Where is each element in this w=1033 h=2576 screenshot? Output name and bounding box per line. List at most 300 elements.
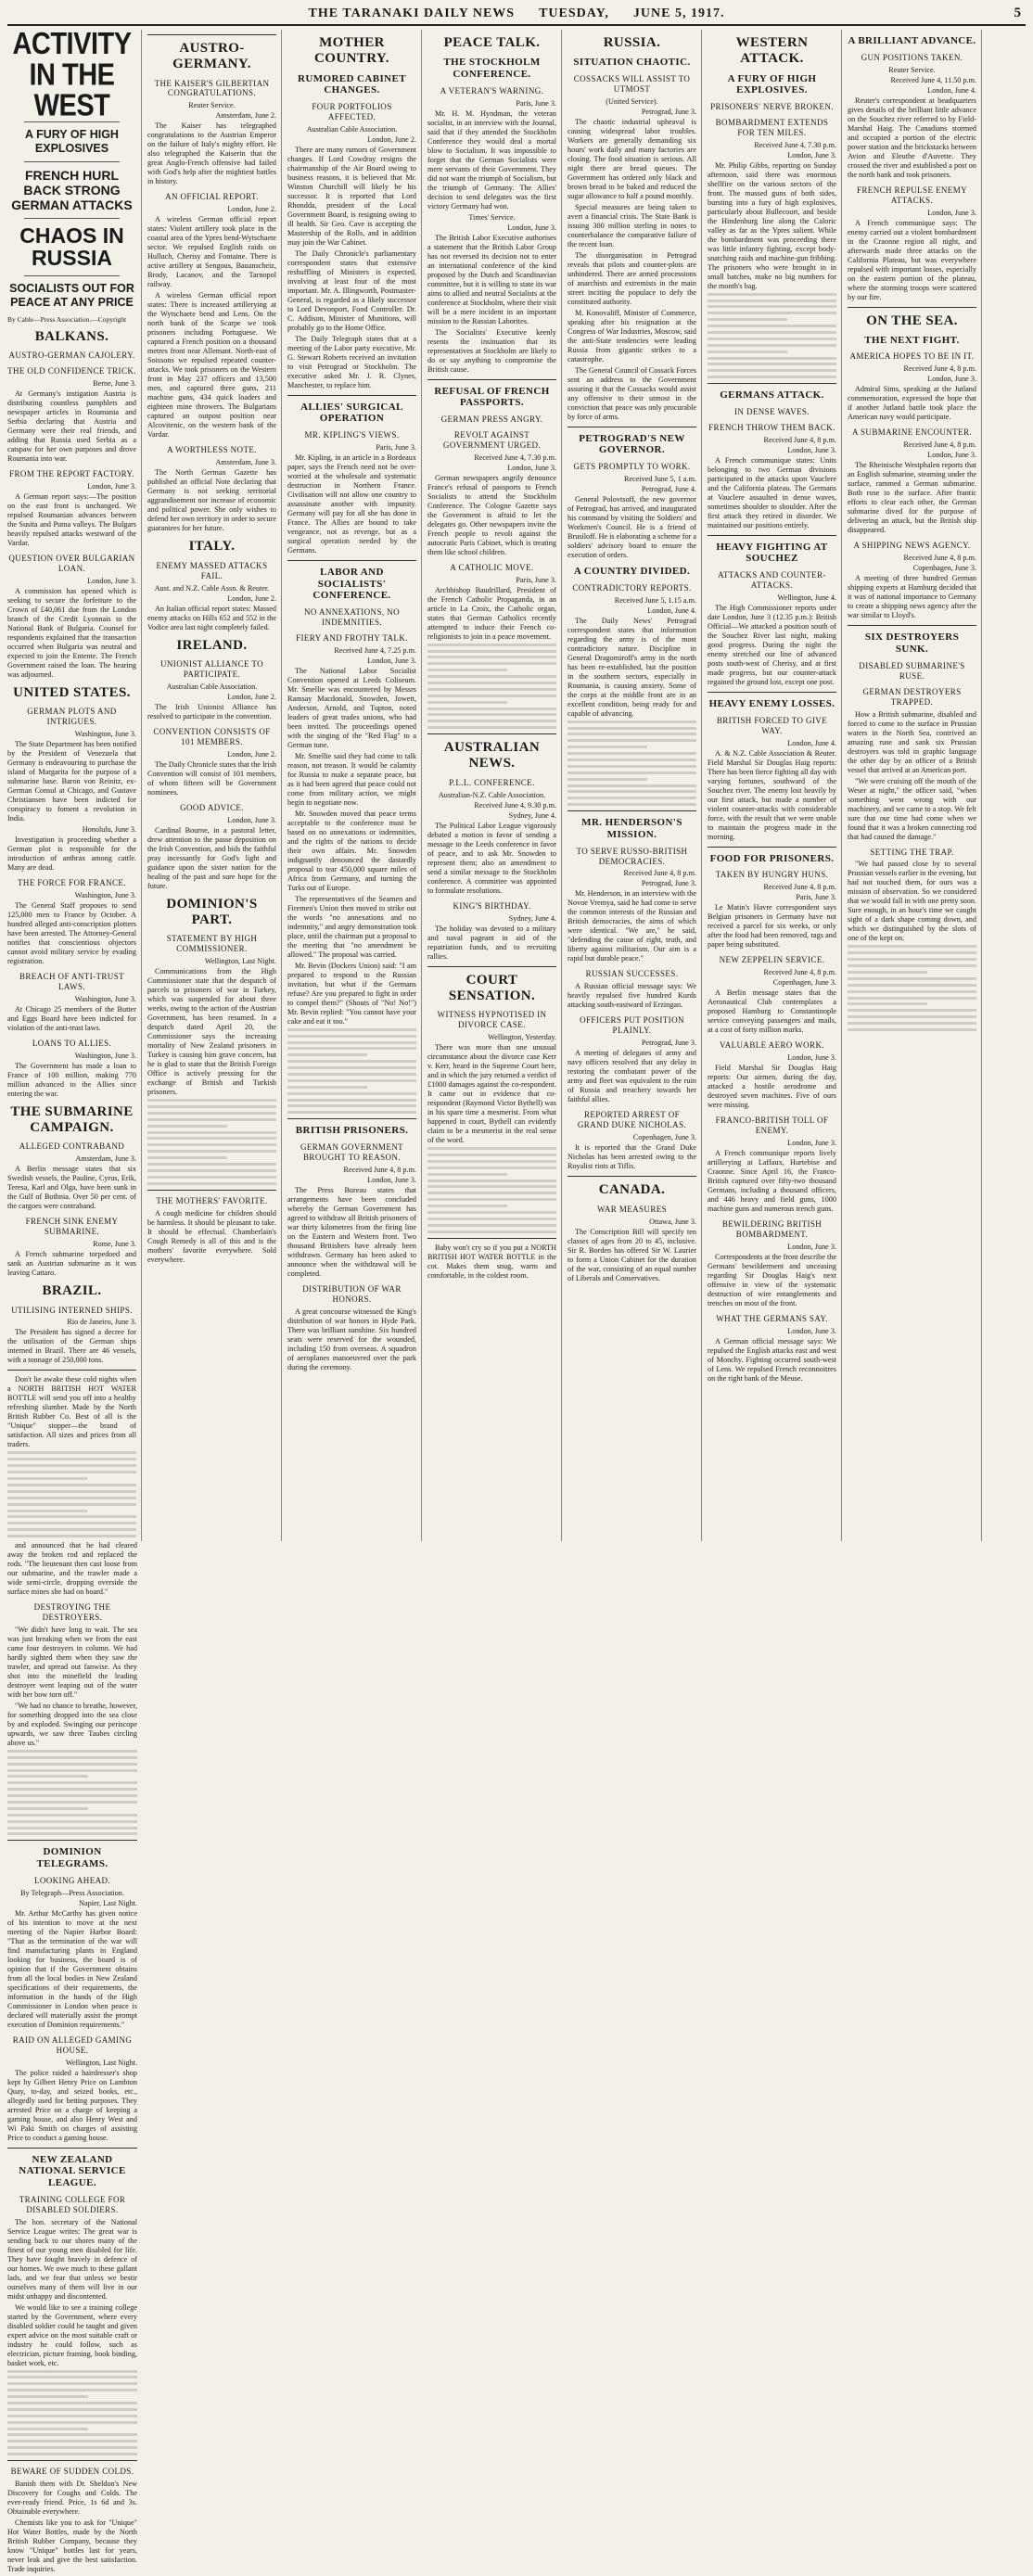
- text-line: [287, 1028, 416, 1031]
- dateline: London, June 4.: [787, 738, 836, 747]
- text-line: [147, 1099, 276, 1102]
- dateline: Petrograd, June 3.: [641, 879, 696, 888]
- dateline: Petrograd, June 3.: [641, 1039, 696, 1048]
- article-text: A Russian official message says: We heavily repulsed five hundred Kurds attacking south-eastward of Erzingan.: [568, 982, 696, 1010]
- subheading: ALLIES' SURGICAL OPERATION: [300, 401, 403, 425]
- dateline: London, June 3.: [367, 1175, 416, 1184]
- dateline: London, June 3.: [367, 656, 416, 665]
- article-text: Admiral Sims, speaking at the Jutland commemoration, expressed the hope that if another Jutland battle took place the American navy would participate.: [848, 385, 976, 422]
- dateline: London, June 3.: [927, 208, 976, 217]
- section-heading: A BRILLIANT ADVANCE.: [848, 35, 976, 46]
- text-line: [7, 1535, 136, 1537]
- text-line: [7, 1490, 136, 1493]
- text-line: [147, 1137, 276, 1140]
- article-text: "We were cruising off the mouth of the Weser at night," the officer said, "when something went wrong with our machinery, and we came to a stop. We felt sure that our time had come when we found that it was a broken connecting rod that had caused the damage.": [848, 776, 976, 841]
- text-line: [427, 713, 556, 716]
- masthead: [7, 4, 1026, 26]
- text-line: [568, 778, 647, 781]
- dateline: Paris, June 3.: [376, 442, 416, 452]
- text-filler: [7, 1750, 137, 1836]
- text-line: [568, 752, 696, 755]
- article-text: The chaotic industrial upheaval is causing widespread labor troubles. Workers are generally demanding six hours' work daily and many factories are closing. The food situation is serious. All night there are bread queues. The Government has ordered only black and brown bread to be baked and reduced the sugar allowance to half a pound monthly.: [568, 117, 696, 200]
- text-line: [427, 662, 556, 665]
- section-heading: CANADA.: [598, 1182, 666, 1198]
- advertisement: Don't lie awake these cold nights when a NORTH BRITISH HOT WATER BOTTLE will send you off into a healthy refreshing slumber. Made by the North British Rubber Co. Best of all is the "Unique" stopper—the brand of satisfaction. All sizes and prices from all traders.: [7, 1375, 136, 1449]
- subheading: IN DENSE WAVES.: [734, 406, 810, 416]
- text-line: [848, 984, 976, 987]
- dateline: Received June 4, 7.25 p.m.: [334, 645, 416, 655]
- dateline: Wellington, Last Night.: [65, 2058, 137, 2067]
- subheading: COSSACKS WILL ASSIST TO UTMOST: [573, 73, 691, 94]
- article-text: Mr. Arthur McCarthy has given notice of his intention to move at the next meeting of the Napier Harbor Board: "That as the termination of the war will find manufacturing plants in England looking for business, the board is of opinion that if the Government obtains from all the local bodies in New Zealand specifications of their requirements, the information in the hands of the High Commissioner in London when peace is declared will materially assist the prompt execution of Dominion requirements.": [7, 1908, 137, 2029]
- article-text: M. Konovaliff, Minister of Commerce, speaking after his resignation at the Congress of War Industries, Moscow, said the anti-State tendencies were leading Russia from gigantic strikes to a catastrophe.: [568, 308, 696, 363]
- lead-subhead-1: A FURY OF HIGH EXPLOSIVES: [25, 128, 119, 155]
- subheading: WAR MEASURES: [596, 1204, 668, 1214]
- subheading: UTILISING INTERNED SHIPS.: [11, 1305, 133, 1315]
- dateline: Received June 4, 8 p.m.: [903, 554, 976, 563]
- dateline: Copenhagen, June 3.: [912, 564, 976, 573]
- dateline: Received June 4, 9.30 p.m.: [474, 800, 556, 810]
- dateline: Washington, June 3.: [74, 1051, 136, 1060]
- dateline: Received June 4, 8 p.m.: [903, 364, 976, 374]
- column-5: [568, 30, 702, 1541]
- article-text: The Daily News' Petrograd correspondent states that information regarding the army is of the most contradictory nature. Discipline in General Dragomiroff's army in the north has been re-established, but the position in the southern sectors, especially in Roumania, is causing anxiety. Some of the corps at the middle front are in an excellent condition, being ready for and capable of advancing.: [568, 616, 696, 718]
- text-line: [7, 2415, 137, 2417]
- subheading: THE NEXT FIGHT.: [864, 334, 960, 346]
- text-line: [427, 1180, 556, 1182]
- article-text: Mr. Bevin (Dockers Union) said: "I am prepared to respond to the Russian invitation, but what if the Germans refuse? Are you prepared to fight in order to compel them?" (Shouts of "No! No!") Mr. Bevin replied: "You cannot have your cake and eat it too.": [287, 961, 416, 1026]
- subheading: HEAVY ENEMY LOSSES.: [708, 698, 835, 710]
- dateline: Washington, June 3.: [74, 994, 136, 1003]
- subheading: BOMBARDMENT EXTENDS FOR TEN MILES.: [715, 117, 829, 137]
- article-text: German newspapers angrily denounce France's refusal of passports to French Socialists to attend the Stockholm Conference. The Cologne Gazette says the Government is afraid to let the delegates go. Other newspapers invite the French people to revolt against the autocratic Paris Cabinet, which is treating them like school children.: [427, 473, 556, 556]
- text-line: [848, 971, 927, 974]
- text-line: [147, 1163, 276, 1166]
- lead-subhead-4: SOCIALISTS OUT FOR PEACE AT ANY PRICE: [9, 281, 134, 309]
- dateline: Received June 4, 8 p.m.: [763, 968, 836, 977]
- masthead-date: JUNE 5, 1917.: [632, 6, 725, 20]
- text-line: [427, 675, 556, 678]
- column-3: [287, 30, 422, 1541]
- article-text: The Rheinische Westphalen reports that an English submarine, steaming under the surface, rammed a German submarine. Both rose to the surface. After frantic efforts to clear each other, the German submarine dived for the purpose of delivering an attack, but the British ship disappeared.: [848, 461, 976, 535]
- text-line: [287, 1073, 416, 1076]
- text-line: [287, 1041, 416, 1044]
- subheading: FRANCO-BRITISH TOLL OF ENEMY.: [715, 1116, 829, 1136]
- text-line: [708, 312, 836, 314]
- article-text: The Daily Chronicle states that the Irish Convention will consist of 101 members, of whom fifteen will be Government nominees.: [147, 759, 276, 797]
- subheading: RAID ON ALLEGED GAMING HOUSE.: [12, 2034, 133, 2055]
- article-text: The State Department has been notified by the President of Venezuela that Germany is endeavouring to purchase the island of Margarita for the purpose of a submarine base. Baron von Reinitz, ex-German Consul at Chicago, and Gustave Christiansen have been indicted for conspiracy to foment a revolution in India.: [7, 739, 136, 823]
- credit-line: Australian Cable Association.: [306, 124, 398, 134]
- text-line: [427, 1173, 507, 1176]
- article-text: How a British submarine, disabled and forced to come to the surface in Prussian waters in the North Sea, contrived an amazing ruse and sank six Prussian destroyers was told in graphic language the other day by an officer of a British vessel that arrived at an American port.: [848, 709, 976, 774]
- article-text: The British Labor Executive authorises a statement that the British Labor Group has not reversed its decision not to enter an international conference of the kind proposed by the Dutch and Scandinavian committee, but it is willing to state its war aims to allied and neutral Socialists at the conference at Stockholm, where their visit will be a mere incident in an important mission to the Russian Laborites.: [427, 233, 556, 325]
- text-line: [568, 803, 696, 806]
- text-line: [7, 1510, 87, 1512]
- text-line: [708, 344, 836, 347]
- section-heading: DOMINION TELEGRAMS.: [36, 1846, 108, 1870]
- subheading: NO ANNEXATIONS, NO INDEMNITIES.: [304, 606, 400, 627]
- dateline: London, June 2.: [367, 134, 416, 144]
- article-text: Mr. Kipling, in an article in a Bordeaux paper, says the French need not be over-worried at the wholesale and systematic destruction in Northern France. Civilisation will not allow one country to assassinate another with impunity. Germany will pay for all she has done in France. The Allies are bound to take vengeance, not as revenge, but as a surgical operation needed by the Germans.: [287, 453, 416, 555]
- article-text: There was more than one unusual circumstance about the divorce case Kerr v. Kerr, heard in the Supreme Court here, and in which the jury returned a verdict of £1000 damages against the co-respondent. It came out in evidence that co-respondent (Raymond Victor Bythell) was in his spare time a mesmerist. From what happened in court, Bythell can evidently claim to be a mesmerist in the real sense of the word.: [427, 1043, 556, 1145]
- dateline: Rome, June 3.: [93, 1240, 136, 1249]
- subheading: THE FORCE FOR FRANCE.: [18, 877, 126, 887]
- dateline: London, June 4.: [927, 85, 976, 95]
- column-4: [427, 30, 562, 1541]
- text-line: [147, 1143, 276, 1146]
- text-line: [848, 1022, 976, 1025]
- dateline: Received June 4, 8 p.m.: [903, 440, 976, 450]
- dateline: Received June 4, 8 p.m.: [343, 1165, 416, 1174]
- dateline: Washington, June 3.: [74, 890, 136, 899]
- text-line: [287, 1053, 367, 1056]
- article-text: Mr. Snowden moved that peace terms acceptable to the conference must be based on no annexations or indemnities, and the rights of the nations to decide their own affairs. Mr. Snowden indignantly denounced the dastardly proposal to tear 450,000 square miles of Africa from Germany, and turning the Turks out of Europe.: [287, 809, 416, 892]
- dateline: London, June 2.: [227, 692, 276, 701]
- dateline: Wellington, June 4.: [777, 593, 836, 603]
- advertisement: Baby won't cry so if you put a NORTH BRITISH HOT WATER BOTTLE in the cot. Makes them snug, warm and comfortable, in the coldest room.: [427, 1243, 556, 1280]
- article-text: A wireless German official report states: Violent artillery took place in the coastal area of the Ypres bend-Wytschaete sector. We repulsed English raids on Hulluch, Cherisy and Fontaine. There is active artillery at Sengous, Bauanscheiz, Brody, Lacanov, and the Tarnopol railway.: [147, 215, 276, 289]
- text-line: [287, 1092, 416, 1095]
- article-text: A German report says:—The position on the east front is unchanged. We repulsed Roumanian advances between the Susita and Putna valleys. The Bulgars heavily repulsed attacks westward of the Vardar.: [7, 491, 136, 547]
- article-text: A Berlin message states that six Swedish vessels, the Pauline, Cyrus, Erik, Teresa, Karl and Olga, have been sunk in the Gulf of Bothnia. Over 50 per cent. of the cargoes were contraband.: [7, 1165, 136, 1211]
- subheading: FOUR PORTFOLIOS AFFECTED.: [312, 101, 392, 121]
- subheading: CONVENTION CONSISTS OF 101 MEMBERS.: [153, 726, 271, 746]
- dateline: Paris, June 3.: [516, 575, 556, 584]
- section-heading: ITALY.: [188, 539, 236, 555]
- text-line: [848, 951, 976, 954]
- article-text: A French submarine torpedoed and sank an Austrian submarine as it was leaving Cattaro.: [7, 1250, 136, 1278]
- text-line: [708, 300, 836, 302]
- article-text: Mr. Philip Gibbs, reporting on Sunday afternoon, said there was enormous shellfire on the various sectors of the front. The massed guns of both sides, bursting into a fury of high explosives, particularly about Bullecourt, and beside the Hindenburg line along the Caloric valley as far as the Ypres salient. While the bombardment was proceeding there was little infantry fighting, except body-snatching raids and machine-gun fribbing. The prisoners who were brought in in small batches, make no big numbers for the month's bag.: [708, 160, 836, 290]
- dateline: Wellington, Last Night.: [204, 957, 276, 966]
- subheading: A VETERAN'S WARNING.: [440, 85, 544, 96]
- credit-line: Times' Service.: [468, 212, 516, 222]
- dateline: Washington, June 3.: [74, 729, 136, 738]
- subheading: GERMAN GOVERNMENT BROUGHT TO REASON.: [300, 1142, 404, 1162]
- article-text: The hon. secretary of the National Service League writes: The great war is sending back to our shores many of the finest of our young men disabled for life. They have fought bravely in defence of our homes. We owe much to these gallant lads, and we fear that unless we bestir ourselves many of them will live in our midst unhappy and discontented.: [7, 2217, 137, 2301]
- article-text: The holiday was devoted to a military and naval pageant in aid of the repatriation funds, and to recruiting rallies.: [427, 924, 556, 961]
- subheading: THE MOTHERS' FAVORITE.: [156, 1195, 268, 1205]
- text-filler: [7, 2370, 137, 2456]
- credit-line: Reuter Service.: [888, 65, 936, 74]
- text-line: [7, 2421, 137, 2424]
- subheading: DISTRIBUTION OF WAR HONORS.: [302, 1283, 402, 1304]
- text-line: [848, 1015, 976, 1018]
- dateline: Paris, June 3.: [796, 893, 836, 902]
- text-line: [7, 1503, 136, 1506]
- text-line: [7, 1464, 136, 1467]
- column-6: [708, 30, 842, 1541]
- page-number: 5: [1014, 6, 1022, 20]
- article-text: A French communique states: Units belonging to two German divisions participated in the attacks upon Vauclere and the California plateau. The Germans at Vauclere assaulted in dense waves, sometimes shoulder to shoulder. After the first attack they retired in disorder. We maintained our positions entirely.: [708, 455, 836, 529]
- subheading: FIERY AND FROTHY TALK.: [296, 632, 408, 643]
- article-text: Investigation is proceeding whether a German plot is responsible for the introduction of anthrax among cattle. Many are dead.: [7, 835, 136, 872]
- dateline: Received June 4, 8 p.m.: [623, 869, 696, 878]
- text-line: [427, 695, 556, 697]
- section-heading: AUSTRALIAN NEWS.: [443, 740, 541, 772]
- text-line: [427, 1205, 507, 1207]
- dateline: Berne, June 3.: [93, 378, 136, 388]
- cable-credit: By Cable—Press Association.—Copyright: [7, 314, 127, 324]
- text-line: [427, 1147, 556, 1150]
- article-text: "We had no chance to breathe, however, for something dropped into the sea close by and exploded. Swinging our periscope upwards, we saw three Taubes circling above us.": [7, 1701, 137, 1747]
- text-line: [147, 1118, 276, 1121]
- text-line: [427, 1224, 556, 1227]
- article-text: The Daily Telegraph states that at a meeting of the Labor party executive, Mr. G. Stewart Roberts received an invitation to visit Petrograd or Stockholm. The executive asked Mr. J. R. Clynes, Manchester, to replace him.: [287, 334, 416, 389]
- text-line: [848, 990, 976, 993]
- subheading: THE STOCKHOLM CONFERENCE.: [443, 57, 541, 80]
- text-line: [848, 997, 976, 1000]
- subheading: AUSTRO-GERMAN CAJOLERY.: [8, 350, 135, 360]
- article-text: Mr. Henderson, in an interview with the Novoe Vremya, said he had come to serve the common interests of the Russian and British democracies, the aims of which were identical. "We are," he said, "defending the cause of right, truth, and liberty against militarism. Our aim is a rapid but durable peace.": [568, 889, 696, 963]
- text-line: [7, 2376, 137, 2378]
- text-line: [7, 1750, 137, 1753]
- dateline: London, June 3.: [787, 1327, 836, 1336]
- article-text: A great concourse witnessed the King's distribution of war honors in Hyde Park. There was brilliant sunshine. Six hundred seats were reserved for the wounded, including 150 from overseas. A squadron of aeroplanes manoeuvred over the park during the ceremony.: [287, 1307, 416, 1371]
- article-text: The Daily Chronicle's parliamentary correspondent states that extensive reshuffling of Ministers is expected, involving at least four of the most important. Mr. A. Illingworth, Postmaster-General, is regarded as a likely successor to Lord Devonport, Food Controller. Dr. C. Addison, Minister of Munitions, will probably go to the Home Office.: [287, 249, 416, 332]
- article-text: The General Council of Cossack Forces sent an address to the Government assuring it that the Cossacks would assist any offensive to their utmost in the conviction that peace was only procurable by force of arms.: [568, 365, 696, 421]
- text-line: [427, 682, 556, 684]
- column-1: [7, 27, 142, 1541]
- column-2: [147, 30, 282, 1541]
- article-text: A meeting of delegates of army and navy officers resolved that any delay in restoring the combatant power of the army and fleet was equivalent to the ruin of Russia and treachery towards her faithful allies.: [568, 1049, 696, 1104]
- text-line: [7, 1484, 136, 1486]
- text-line: [427, 720, 556, 722]
- subheading: REVOLT AGAINST GOVERNMENT URGED.: [442, 429, 542, 450]
- article-text: A. & N.Z. Cable Association & Reuter. Field Marshal Sir Douglas Haig reports: There has been fierce fighting all day with varying fortunes, southward of the Souchez river. The enemy lost heavily by our first attack, but made a number of violent counter-attacks with considerable force, with the result that we were unable to maintain the progress made in the morning.: [708, 748, 836, 841]
- subheading: WHAT THE GERMANS SAY.: [716, 1314, 828, 1324]
- article-text: A German official message says: We repulsed the English attacks east and west of Monchy. Fighting occurred south-west of Lens. We repulsed French reconnoitres on the right bank of the Meuse.: [708, 1337, 836, 1384]
- subheading: REFUSAL OF FRENCH PASSPORTS.: [434, 385, 550, 409]
- text-line: [7, 2440, 137, 2442]
- subheading: A CATHOLIC MOVE.: [450, 562, 534, 572]
- section-heading: ON THE SEA.: [866, 312, 958, 328]
- subheading: CONTRADICTORY REPORTS.: [572, 582, 692, 593]
- text-line: [7, 1515, 136, 1518]
- text-line: [7, 1775, 88, 1778]
- text-line: [848, 977, 976, 980]
- dateline: London, June 3.: [787, 1053, 836, 1063]
- dateline: London, June 3.: [507, 463, 556, 472]
- article-text: A French communique says: The enemy carried out a violent bombardment in the Craonne region all night, and afterwards made three attacks on the California Plateau, but was everywhere repulsed with important losses, especially on the eastern portion of the plateau, where the storming troops were scattered by our fire.: [848, 218, 976, 301]
- subheading: NEW ZEPPELIN SERVICE.: [719, 955, 825, 965]
- article-text: Communications from the High Commissioner state that the despatch of parcels to prisoners of war in Turkey, which was suspended for about three weeks, owing to the action of the Austrian Government, has been resumed. In a despatch dated April 20, the Commissioner says the increasing mortality of New Zealand prisoners in Turkey is causing him grave concern, but he is glad to state that the British Foreign Office is actively pressing for the exchange of British and Turkish prisoners.: [147, 967, 276, 1097]
- dateline: London, June 3.: [927, 375, 976, 384]
- subheading: A SHIPPING NEWS AGENCY.: [853, 541, 971, 551]
- advertisement: Banish them with Dr. Sheldon's New Discovery for Coughs and Colds. The ever-ready friend. Price, 1s 6d and 3s. Obtainable everywhere.: [7, 2480, 137, 2517]
- text-line: [7, 2453, 137, 2455]
- text-line: [147, 1156, 227, 1159]
- article-text: The Political Labor League vigorously debated a motion in favor of sending a message to the Leeds conference in favor of peace, and to ask Mr. Snowden to represent them; also an amendment to send a similar message to the Stockholm conference. A committee was appointed to formulate resolutions.: [427, 821, 556, 895]
- text-line: [568, 759, 696, 761]
- dateline: Received June 4, 7.30 p.m.: [754, 140, 836, 149]
- subheading: BREACH OF ANTI-TRUST LAWS.: [19, 971, 124, 991]
- article-text: Reuter's correspondent at headquarters gives details of the brilliant little advance on the Souchez river referred to by Field-Marshal Haig. The Canadians stormed and occupied a portion of the electric power station and the brickstacks between Avion and Eleuthe d'Auvette. They crossed the river and established a post on the north bank and took prisoners.: [848, 96, 976, 179]
- section-heading: NEW ZEALAND NATIONAL SERVICE LEAGUE.: [19, 2153, 126, 2188]
- text-line: [7, 1807, 88, 1810]
- article-text: Correspondents at the front describe the Germans' bewilderment and unceasing regarding Sir Douglas Haig's next offensive in view of the systematic destruction of wire entanglements and trenches on most of the front.: [708, 1253, 836, 1308]
- text-line: [287, 1079, 416, 1082]
- subheading: BRITISH PRISONERS.: [295, 1125, 409, 1137]
- section-heading: AUSTRO-GERMANY.: [172, 41, 251, 72]
- dateline: Received June 4, 8 p.m.: [763, 883, 836, 892]
- section-heading: UNITED STATES.: [13, 684, 131, 700]
- text-filler: [287, 1028, 416, 1115]
- article-text: An Italian official report states: Massed enemy attacks on Hills 652 and 552 in the Vodice area last night completely failed.: [147, 604, 276, 631]
- text-line: [7, 1820, 137, 1823]
- subheading: FOOD FOR PRISONERS.: [709, 852, 835, 864]
- article-text: Mr. Smellie said they had come to talk reason, not treason. It would be calamity for Russia to make a separate peace, but as it had been agreed that peace could not come from military action, we might begin to negotiate now.: [287, 751, 416, 807]
- section-heading: PEACE TALK.: [443, 35, 541, 50]
- text-line: [427, 1154, 556, 1156]
- article-text: Field Marshal Sir Douglas Haig reports: Our airmen, during the day, attacked a hostile aerodrome and destroyed seven machines. Five of ours were missing.: [708, 1064, 836, 1110]
- dateline: Amsterdam, June 2.: [215, 111, 276, 121]
- subheading: A SUBMARINE ENCOUNTER.: [851, 427, 973, 438]
- subheading: LOOKING AHEAD.: [33, 1875, 111, 1885]
- text-line: [708, 376, 836, 378]
- dateline: Received June 5, 1 a.m.: [624, 475, 696, 484]
- subheading: THE OLD CONFIDENCE TRICK.: [7, 365, 136, 376]
- dateline: London, June 3.: [787, 1139, 836, 1148]
- dateline: Received June 5, 1.15 a.m.: [614, 595, 696, 605]
- subheading: HEAVY FIGHTING AT SOUCHEZ: [716, 541, 828, 565]
- masthead-day: TUESDAY,: [539, 6, 609, 20]
- subheading: GERMANS ATTACK.: [720, 389, 824, 402]
- text-line: [568, 746, 647, 748]
- subheading: FRENCH SINK ENEMY SUBMARINE.: [25, 1217, 119, 1237]
- dateline: London, June 3.: [87, 481, 136, 491]
- text-line: [147, 1182, 276, 1185]
- article-text: The National Labor Socialist Convention opened at Leeds Coliseum. Mr. Smellie was encountered by Messrs Ramsay Macdonald, Snowden, Jowett, Anderson, Arnold, and Tupton, noted leaders of great trades unions, who had been invited. The proceedings opened with the singing of the "Red Flag" to a German tune.: [287, 666, 416, 749]
- text-line: [568, 765, 696, 768]
- text-line: [427, 656, 556, 658]
- subheading: A FURY OF HIGH EXPLOSIVES.: [727, 72, 817, 96]
- text-line: [147, 1112, 276, 1115]
- text-line: [568, 739, 696, 742]
- dateline: London, June 3.: [87, 576, 136, 585]
- article-text: "We didn't have long to wait. The sea was just breaking when we from the east came four destroyers in column. We had hardly sighted them when they saw the trawler, and spread out fanwise. As they shot into the minefield the leading destroyer went leaping out of the water with her bow torn off.": [7, 1625, 137, 1699]
- credit-line: Australian Cable Association.: [166, 682, 258, 691]
- article-text: The Conscription Bill will specify ten classes of ages from 20 to 45, inclusive. Sir R. Borden has offered Sir W. Laurier to form a Union Cabinet for the duration of the war, consisting of an equal number of Liberals and Conservatives.: [568, 1227, 696, 1282]
- subheading: GETS PROMPTLY TO WORK.: [573, 462, 691, 472]
- text-line: [147, 1169, 276, 1172]
- subheading: PRISONERS' NERVE BROKEN.: [710, 101, 834, 111]
- text-line: [708, 338, 836, 340]
- dateline: Copenhagen, June 3.: [632, 1133, 696, 1142]
- text-line: [427, 701, 507, 704]
- text-line: [7, 1522, 136, 1524]
- text-line: [147, 1105, 276, 1108]
- text-line: [287, 1099, 416, 1102]
- subheading: MR. KIPLING'S VIEWS.: [304, 430, 400, 440]
- subheading: VALUABLE AERO WORK.: [719, 1040, 825, 1051]
- text-filler: [427, 644, 556, 730]
- text-line: [287, 1104, 416, 1107]
- article-text: A French communique reports lively artillerying at Laffaux, Hurtebise and Craonne. Since April 16, the Franco-British captured over fifty-two thousand Germans, including a thousand officers, and 446 heavy and field guns, 1000 machine guns and numerous trench guns.: [708, 1149, 836, 1214]
- section-heading: DOMINION'S PART.: [166, 896, 258, 927]
- article-text: The Irish Unionist Alliance has resolved to participate in the convention.: [147, 702, 276, 721]
- text-line: [7, 1788, 137, 1791]
- subheading: FROM THE REPORT FACTORY.: [9, 468, 134, 478]
- text-line: [848, 964, 976, 967]
- dateline: Received June 4, 11.50 p.m.: [890, 75, 976, 84]
- text-line: [708, 318, 787, 321]
- text-line: [427, 726, 556, 729]
- subheading: REPORTED ARREST OF GRAND DUKE NICHOLAS.: [577, 1110, 687, 1130]
- dateline: Copenhagen, June 3.: [772, 978, 836, 988]
- text-line: [708, 357, 836, 360]
- subheading: WITNESS HYPNOTISED IN DIVORCE CASE.: [437, 1010, 547, 1030]
- subheading: RUSSIAN SUCCESSES.: [585, 969, 679, 979]
- article-text: The North German Gazette has published an official Note declaring that Germany is not seeking territorial aggrandisement nor increase of economic and political power. She only wishes to defend her own territory in order to secure guarantees for her future.: [147, 468, 276, 533]
- article-text: The President has signed a decree for the utilisation of the German ships interned in Brazil. There are 46 vessels, with a tonnage of 250,000 tons.: [7, 1328, 136, 1365]
- subheading: A WORTHLESS NOTE.: [167, 445, 257, 455]
- text-line: [427, 1231, 556, 1233]
- text-line: [7, 1471, 136, 1473]
- text-line: [568, 727, 696, 730]
- article-text: Cardinal Bourne, in a pastoral letter, drew attention to the passe deposition on the Irish Convention, and bids the faithful pray incessantly for God's light and guidance upon the sister nation for the healing of the past and sure hope for the future.: [147, 825, 276, 890]
- text-line: [568, 721, 696, 723]
- text-line: [427, 708, 556, 710]
- dateline: Napier, Last Night.: [79, 1898, 137, 1907]
- text-line: [427, 1192, 556, 1194]
- subheading: AMERICA HOPES TO BE IN IT.: [849, 351, 975, 362]
- dateline: Rio de Janeiro, June 3.: [67, 1318, 136, 1327]
- text-line: [708, 331, 836, 334]
- dateline: London, June 2.: [227, 593, 276, 603]
- subheading: P.L.L. CONFERENCE.: [449, 777, 535, 787]
- text-line: [7, 1801, 137, 1804]
- text-line: [427, 1218, 556, 1220]
- article-text: At Germany's instigation Austria is distributing countless pamphlets and newspaper articles in Roumania and Serbia declaring that Austria and Germany were their real friends, and adding that Russia used Serbia as a catspaw for her own purposes and drove Roumania into war.: [7, 389, 136, 463]
- text-line: [427, 1167, 556, 1169]
- dateline: Received June 4, 8 p.m.: [763, 435, 836, 444]
- column-7: [848, 30, 982, 1541]
- article-text: Mr. H. M. Hyndman, the veteran socialist, in an interview with the Journal, said that if they attended the Stockholm Conference they would deal a mortal blow to Socialism. It was impossible to forget that the German Socialists were mere servants of their Government. They did not want the triumph of Socialism, but the triumph of Germany. The Allies' decision to send delegates was the first victory Germany had won.: [427, 108, 556, 210]
- article-text: At Chicago 25 members of the Butter and Eggs Board have been indicted for violation of the anti-trust laws.: [7, 1004, 136, 1032]
- text-line: [7, 1477, 87, 1480]
- text-line: [7, 2433, 137, 2436]
- section-heading: WESTERN ATTACK.: [735, 35, 809, 67]
- subheading: ATTACKS AND COUNTER-ATTACKS.: [718, 570, 826, 591]
- subheading: FRENCH THROW THEM BACK.: [708, 422, 835, 432]
- subheading: AN OFFICIAL REPORT.: [165, 192, 259, 202]
- text-line: [7, 2389, 137, 2391]
- text-line: [568, 797, 696, 799]
- subheading: GERMAN PLOTS AND INTRIGUES.: [27, 707, 117, 727]
- dateline: London, June 3.: [787, 150, 836, 159]
- dateline: Sydney, June 4.: [508, 913, 556, 923]
- text-line: [7, 2382, 137, 2385]
- text-line: [848, 945, 976, 948]
- article-text: Archbishop Baudrillard, President of the French Catholic Propaganda, in an article in La Croix, the Catholic organ, states that German Catholics recently attempted to induce their French co-religionists to join in a peace movement.: [427, 585, 556, 641]
- text-line: [7, 2402, 137, 2404]
- dateline: Wellington, Yesterday.: [488, 1033, 556, 1042]
- subheading: SIX DESTROYERS SUNK.: [864, 631, 960, 655]
- text-line: [708, 351, 787, 353]
- text-line: [848, 1028, 976, 1031]
- text-line: [7, 1756, 137, 1759]
- article-text: A meeting of three hundred German shipping experts at Hamburg decided that it was of national importance to Germany to create a shipping news agency after the war similar to Lloyd's.: [848, 574, 976, 620]
- article-text: and announced that he had cleared away the broken rod and replaced the rods. "The lieutenant then cast loose from our submarine, and the trawler made a wide semi-circle, dropping overside the surface mines she had on board.": [7, 1540, 137, 1596]
- text-line: [7, 1781, 137, 1784]
- text-filler: [708, 293, 836, 379]
- subheading: BEWILDERING BRITISH BOMBARDMENT.: [721, 1219, 823, 1240]
- article-text: "We had passed close by to several Prussian vessels earlier in the evening, but had not touched them, for ours was a mission of observation. So we considered that we would fall in with one pretty soon. Sure enough, in an hour's time we caught sight of a dark shape coming down, and which we distinguished by the slots of one of the kept on.: [848, 860, 976, 943]
- subheading: GERMAN PRESS ANGRY.: [440, 414, 543, 424]
- subheading: GERMAN DESTROYERS TRAPPED.: [862, 686, 962, 707]
